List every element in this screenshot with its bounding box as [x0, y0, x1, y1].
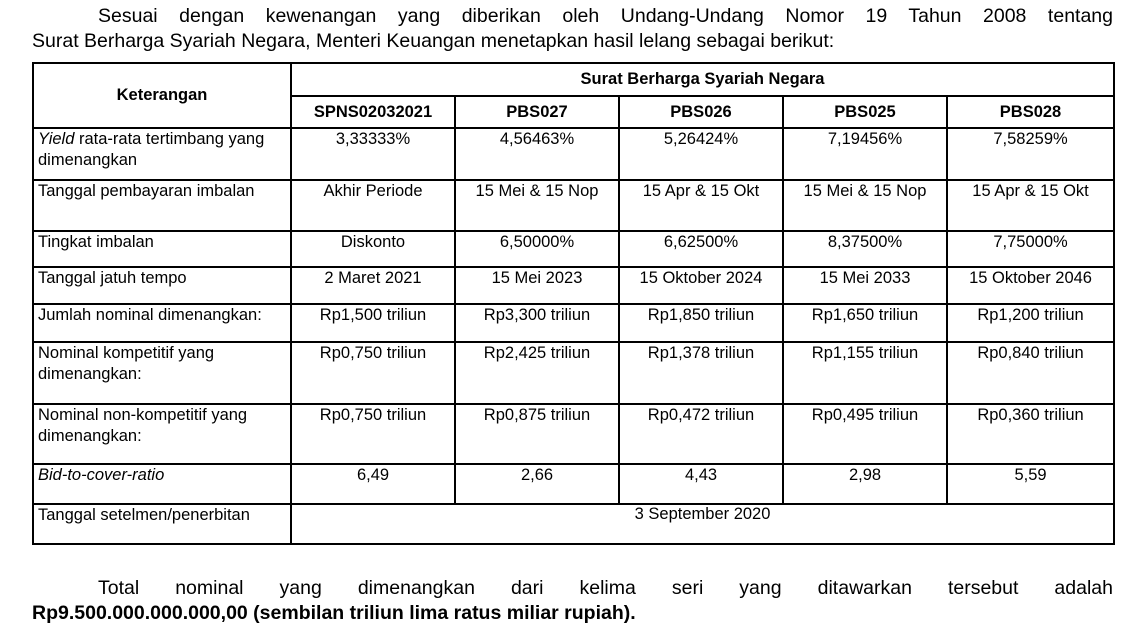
table-row-maturity	[33, 267, 1114, 304]
row-label-total-won: Jumlah nominal dimenangkan:	[33, 304, 291, 342]
table-cell: Rp2,425 triliun	[455, 342, 619, 404]
table-row-coupon	[33, 231, 1114, 267]
table-row-yield	[33, 128, 1114, 180]
table-cell: Rp1,850 triliun	[619, 304, 783, 342]
settlement-date-cell: 3 September 2020	[291, 504, 1114, 544]
table-cell: 7,58259%	[947, 128, 1114, 180]
table-cell: 15 Apr & 15 Okt	[947, 180, 1114, 231]
table-cell: 4,43	[619, 464, 783, 504]
table-cell: 3,33333%	[291, 128, 455, 180]
outro-line-2: Rp9.500.000.000.000,00 (sembilan triliun lima ratus miliar rupiah).	[32, 602, 636, 624]
intro-line-1: Sesuai dengan kewenangan yang diberikan oleh Undang-Undang Nomor 19 Tahun 2008 tentang	[98, 5, 1113, 27]
table-row-competitive	[33, 342, 1114, 404]
keterangan-header: Keterangan	[33, 63, 291, 128]
table-cell: Rp3,300 triliun	[455, 304, 619, 342]
table-cell: 6,50000%	[455, 231, 619, 267]
table-cell: Rp0,875 triliun	[455, 404, 619, 464]
sbsn-group-header: Surat Berharga Syariah Negara	[291, 63, 1114, 96]
table-cell: 15 Mei & 15 Nop	[455, 180, 619, 231]
table-row-total-won	[33, 304, 1114, 342]
row-label-yield	[33, 128, 291, 180]
auction-results-table	[32, 62, 1115, 545]
outro-line-1: Total nominal yang dimenangkan dari kelima seri yang ditawarkan tersebut adalah	[98, 577, 1113, 599]
series-header: PBS027	[455, 96, 619, 128]
table-cell: Rp1,650 triliun	[783, 304, 947, 342]
table-cell: 15 Oktober 2024	[619, 267, 783, 304]
table-cell: 7,19456%	[783, 128, 947, 180]
intro-paragraph	[32, 4, 1113, 54]
table-cell: Rp0,472 triliun	[619, 404, 783, 464]
table-cell: 6,49	[291, 464, 455, 504]
table-cell: Rp1,200 triliun	[947, 304, 1114, 342]
table-cell: 15 Apr & 15 Okt	[619, 180, 783, 231]
table-row-settlement	[33, 504, 1114, 544]
intro-line-2: Surat Berharga Syariah Negara, Menteri Keuangan menetapkan hasil lelang sebagai berikut:	[32, 30, 835, 52]
row-label-payment-date: Tanggal pembayaran imbalan	[33, 180, 291, 231]
yield-label-rest: rata-rata tertimbang yang dimenangkan	[38, 130, 265, 169]
table-cell: Rp0,840 triliun	[947, 342, 1114, 404]
table-cell: 5,26424%	[619, 128, 783, 180]
table-cell: 15 Mei & 15 Nop	[783, 180, 947, 231]
outro-paragraph	[32, 576, 1113, 626]
table-cell: 7,75000%	[947, 231, 1114, 267]
table-cell: Rp0,495 triliun	[783, 404, 947, 464]
table-cell: Rp1,378 triliun	[619, 342, 783, 404]
table-cell: Rp1,500 triliun	[291, 304, 455, 342]
table-cell: Rp0,360 triliun	[947, 404, 1114, 464]
table-row-payment-date	[33, 180, 1114, 231]
series-header: PBS028	[947, 96, 1114, 128]
table-row-non-competitive	[33, 404, 1114, 464]
table-cell: Rp0,750 triliun	[291, 404, 455, 464]
row-label-coupon: Tingkat imbalan	[33, 231, 291, 267]
row-label-maturity: Tanggal jatuh tempo	[33, 267, 291, 304]
table-cell: 2,98	[783, 464, 947, 504]
series-header: PBS026	[619, 96, 783, 128]
row-label-bid-to-cover: Bid-to-cover-ratio	[33, 464, 291, 504]
table-cell: Diskonto	[291, 231, 455, 267]
table-cell: 15 Mei 2033	[783, 267, 947, 304]
series-header: PBS025	[783, 96, 947, 128]
row-label-competitive: Nominal kompetitif yang dimenangkan:	[33, 342, 291, 404]
yield-label-italic: Yield	[38, 130, 75, 148]
row-label-settlement: Tanggal setelmen/penerbitan	[33, 504, 291, 544]
table-row-bid-to-cover	[33, 464, 1114, 504]
table-cell: 8,37500%	[783, 231, 947, 267]
table-cell: Rp1,155 triliun	[783, 342, 947, 404]
table-cell: Akhir Periode	[291, 180, 455, 231]
table-cell: 5,59	[947, 464, 1114, 504]
table-cell: 2 Maret 2021	[291, 267, 455, 304]
table-cell: 15 Mei 2023	[455, 267, 619, 304]
table-cell: 6,62500%	[619, 231, 783, 267]
table-cell: Rp0,750 triliun	[291, 342, 455, 404]
row-label-non-competitive: Nominal non-kompetitif yang dimenangkan:	[33, 404, 291, 464]
table-cell: 4,56463%	[455, 128, 619, 180]
table-cell: 15 Oktober 2046	[947, 267, 1114, 304]
series-header: SPNS02032021	[291, 96, 455, 128]
table-cell: 2,66	[455, 464, 619, 504]
